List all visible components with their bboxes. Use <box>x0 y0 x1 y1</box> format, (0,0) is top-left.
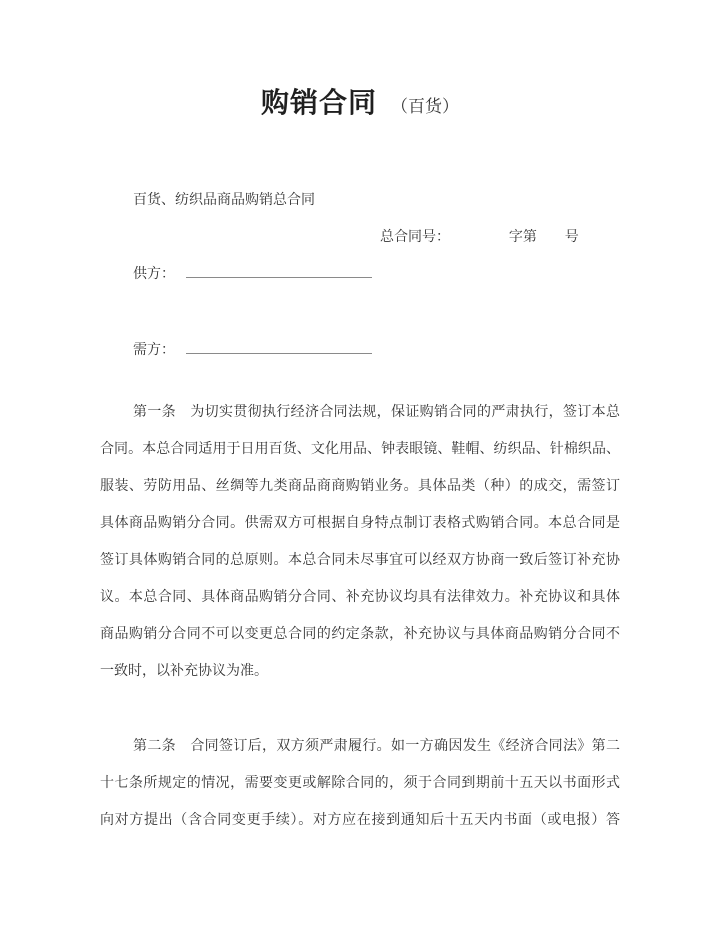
document-title <box>100 0 620 124</box>
contract-number-label: 总合同号： <box>380 228 450 244</box>
article-2 <box>100 727 620 838</box>
text-line: 第二条 合同签订后，双方须严肃履行。如一方确因发生《经济合同法》第二 <box>133 737 620 753</box>
title-text: 购销合同 <box>261 87 378 118</box>
supplier-blank-line <box>186 264 372 278</box>
supplier-label: 供方： <box>133 265 175 281</box>
text-line: 具体商品购销分合同。供需双方可根据自身特点制订表格式购销合同。本总合同是 <box>100 514 620 530</box>
supplier-row <box>100 263 620 283</box>
buyer-row <box>100 339 620 359</box>
contract-number-suffix: 号 <box>564 228 579 244</box>
buyer-blank-line <box>186 340 372 354</box>
article-1 <box>100 393 620 689</box>
text-line: 签订具体购销合同的总原则。本总合同未尽事宜可以经双方协商一致后签订补充协 <box>100 551 620 567</box>
text-line: 服装、劳防用品、丝绸等九类商品商商购销业务。具体品类（种）的成交，需签订 <box>100 477 620 493</box>
text-line: 向对方提出（含合同变更手续）。对方应在接到通知后十五天内书面（或电报）答 <box>100 811 620 827</box>
contract-number-row <box>100 227 620 246</box>
contract-number-prefix: 字第 <box>508 228 537 244</box>
text-line: 商品购销分合同不可以变更总合同的约定条款，补充协议与具体商品购销分合同不 <box>100 625 620 641</box>
buyer-label: 需方： <box>133 341 175 357</box>
contract-subtitle: 百货、纺织品商品购销总合同 <box>133 191 315 207</box>
text-line: 十七条所规定的情况，需要变更或解除合同的，须于合同到期前十五天以书面形式 <box>100 774 620 790</box>
text-line: 合同。本总合同适用于日用百货、文化用品、钟表眼镜、鞋帽、纺织品、针棉织品、 <box>100 440 620 456</box>
text-line: 议。本总合同、具体商品购销分合同、补充协议均具有法律效力。补充协议和具体 <box>100 588 620 604</box>
text-line: 第一条 为切实贯彻执行经济合同法规，保证购销合同的严肃执行，签订本总 <box>133 403 620 419</box>
text-line: 一致时，以补充协议为准。 <box>100 662 268 678</box>
title-category: （百货） <box>390 97 459 116</box>
